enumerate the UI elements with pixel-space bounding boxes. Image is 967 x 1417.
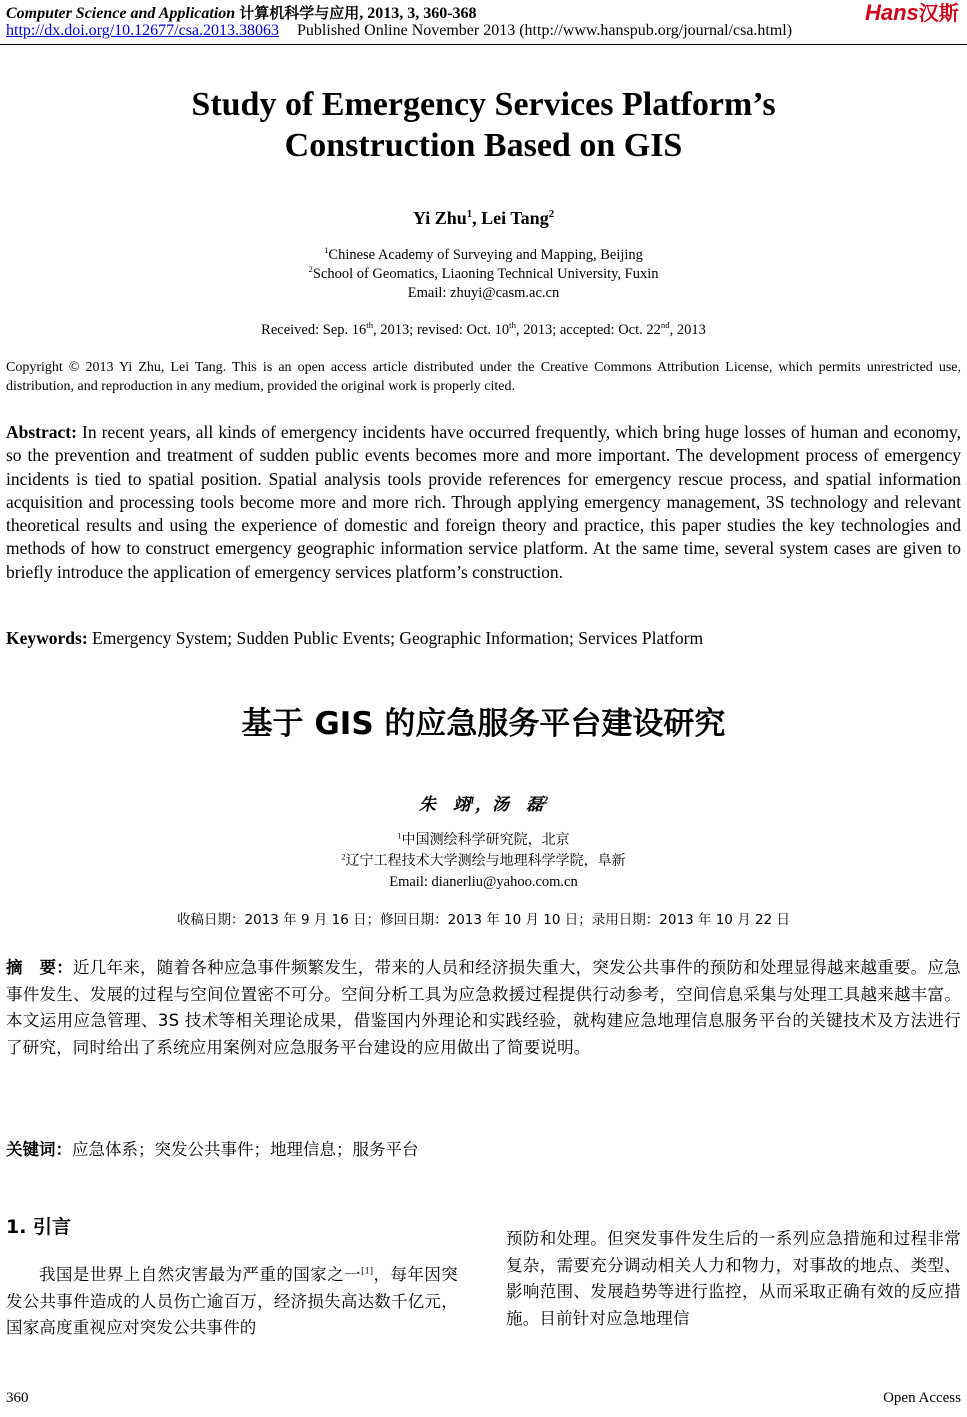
affiliation-2 <box>0 265 967 284</box>
author-cn-1-sup: 1 <box>469 795 475 807</box>
author-cn-1: 朱 翊 <box>418 795 470 815</box>
authors-cn <box>0 790 967 815</box>
affiliation-cn-2-sup: 2 <box>341 852 346 862</box>
logo-cn: 汉斯 <box>918 1 959 25</box>
open-access-label: Open Access <box>883 1390 961 1406</box>
affiliation-1-text: Chinese Academy of Surveying and Mapping, Beijing <box>328 247 643 263</box>
intro-column-2: 预防和处理。但突发事件发生后的一系列应急措施和过程非常复杂，需要充分调动相关人力和物力，对事故的地点、类型、影响范围、发展趋势等进行监控，从而采取正确有效的反应措施。目前针对应急地理信 <box>506 1229 961 1328</box>
header-rule <box>0 44 967 45</box>
keywords-cn-text: 应急体系；突发公共事件；地理信息；服务平台 <box>72 1140 419 1159</box>
email-en: Email: zhuyi@casm.ac.cn <box>407 285 560 301</box>
affiliation-cn-1 <box>0 830 967 851</box>
dates-cn: 收稿日期：2013 年 9 月 16 日；修回日期：2013 年 10 月 10 日；录用日期：2013 年 10 月 22 日 <box>177 912 790 928</box>
abstract-cn-text: 近几年来，随着各种应急事件频繁发生，带来的人员和经济损失重大，突发公共事件的预防和处理显得越来越重要。应急事件发生、发展的过程与空间位置密不可分。空间分析工具为应急救援过程提供行动参考，空间信息采集与处理工具越来越丰富。本文运用应急管理、3S 技术等相关理论成果，借鉴国内外理论和实践经验，就构建应急地理信息服务平台的关键技术及方法进行了研究，同时给出了系统应用案例对应急服务平台建设的应用做出了简要说明。 <box>6 958 961 1057</box>
dates-en <box>0 322 967 339</box>
authors-en <box>0 208 967 229</box>
author-1: Yi Zhu <box>412 208 467 228</box>
abstract-en-label: Abstract: <box>6 422 77 442</box>
page-title-en <box>0 84 967 166</box>
author-sep: , <box>472 208 482 228</box>
doi-link[interactable]: http://dx.doi.org/10.12677/csa.2013.38063 <box>6 22 280 39</box>
email-cn: Email: dianerliu@yahoo.com.cn <box>389 874 578 890</box>
journal-name-en: Computer Science and Application <box>6 5 236 22</box>
section-heading-intro: 1. 引言 <box>6 1216 72 1238</box>
intro-col1-text2: ，每年因突发公共事件造成的人员伤亡逾百万，经济损失高达数千亿元，国家高度重视应对突发公共事件的 <box>6 1265 458 1337</box>
received-date: Received: Sep. 16 <box>261 322 367 338</box>
journal-info: , 2013, 3, 360-368 <box>359 5 477 22</box>
affiliation-2-text: School of Geomatics, Liaoning Technical University, Fuxin <box>312 266 659 282</box>
intro-col1-text: 我国是世界上自然灾害最为严重的国家之一 <box>39 1265 362 1284</box>
affiliation-cn-1-text: 中国测绘科学研究院，北京 <box>401 832 570 848</box>
affiliation-1 <box>0 246 967 265</box>
keywords-cn-label: 关键词： <box>6 1140 72 1159</box>
journal-header <box>6 2 706 23</box>
affiliation-cn-2-text: 辽宁工程技术大学测绘与地理科学学院，阜新 <box>345 853 626 869</box>
abstract-cn-label: 摘 要： <box>6 958 74 977</box>
affiliation-2-sup: 2 <box>308 264 313 275</box>
accepted-sup: nd <box>660 320 670 331</box>
author-2: Lei Tang <box>481 208 549 228</box>
keywords-en-text: Emergency System; Sudden Public Events; Geographic Information; Services Platform <box>87 628 704 648</box>
keywords-en-label: Keywords: <box>6 628 88 648</box>
affiliations-cn <box>0 830 967 893</box>
title-en-line2: Construction Based on GIS <box>284 127 683 164</box>
author-cn-sep: ， <box>475 795 492 815</box>
logo-text: Hans <box>865 0 919 25</box>
abstract-en <box>6 421 961 584</box>
revised-date: , 2013; revised: Oct. 10 <box>373 322 510 338</box>
accepted-year: , 2013 <box>669 322 706 338</box>
abstract-en-text: In recent years, all kinds of emergency incidents have occurred frequently, which bring huge losses of human and economy, so the prevention and treatment of sudden public events becomes more and more important. The development process of emergency incidents is tied to spatial position. Spatial analysis tools provide references for emergency rescue process, and spatial information acquisition and processing tools become more and more rich. Through applying emergency management, 3S technology and relevant theoretical results and using the experience of domestic and foreign theory and practice, this paper studies the key technologies and methods of how to construct emergency geographic information service platform. At the same time, several system cases are given to briefly introduce the application of emergency services platform’s construction. <box>6 422 961 582</box>
title-en-line1: Study of Emergency Services Platform’s <box>191 86 776 123</box>
journal-name-cn: 计算机科学与应用 <box>239 4 360 22</box>
affiliation-1-sup: 1 <box>324 245 329 256</box>
doi-line <box>6 22 961 40</box>
intro-column-1 <box>6 1262 458 1342</box>
affiliations-en <box>0 246 967 303</box>
author-cn-2-sup: 2 <box>543 795 549 807</box>
keywords-en <box>6 627 961 650</box>
keywords-cn <box>6 1136 961 1160</box>
published-info: Published Online November 2013 (http://www.hanspub.org/journal/csa.html) <box>297 22 793 39</box>
accepted-date: , 2013; accepted: Oct. 22 <box>515 322 661 338</box>
affiliation-cn-1-sup: 1 <box>397 831 402 841</box>
affiliation-cn-2 <box>0 851 967 872</box>
author-2-sup: 2 <box>548 208 555 220</box>
revised-sup: th <box>509 320 516 331</box>
author-1-sup: 1 <box>466 208 473 220</box>
received-sup: th <box>366 320 374 331</box>
page-title-cn: 基于 GIS 的应急服务平台建设研究 <box>241 706 726 742</box>
copyright-notice: Copyright © 2013 Yi Zhu, Lei Tang. This is an open access article distributed under the Creative Commons Attribution License, which permits unrestricted use, distribution, and reproduction in any medium, provided the original work is properly cited. <box>6 360 961 394</box>
author-cn-2: 汤 磊 <box>492 795 543 815</box>
abstract-cn <box>6 955 961 1061</box>
citation-ref[interactable]: [1] <box>361 1265 374 1277</box>
page-number: 360 <box>6 1390 29 1406</box>
